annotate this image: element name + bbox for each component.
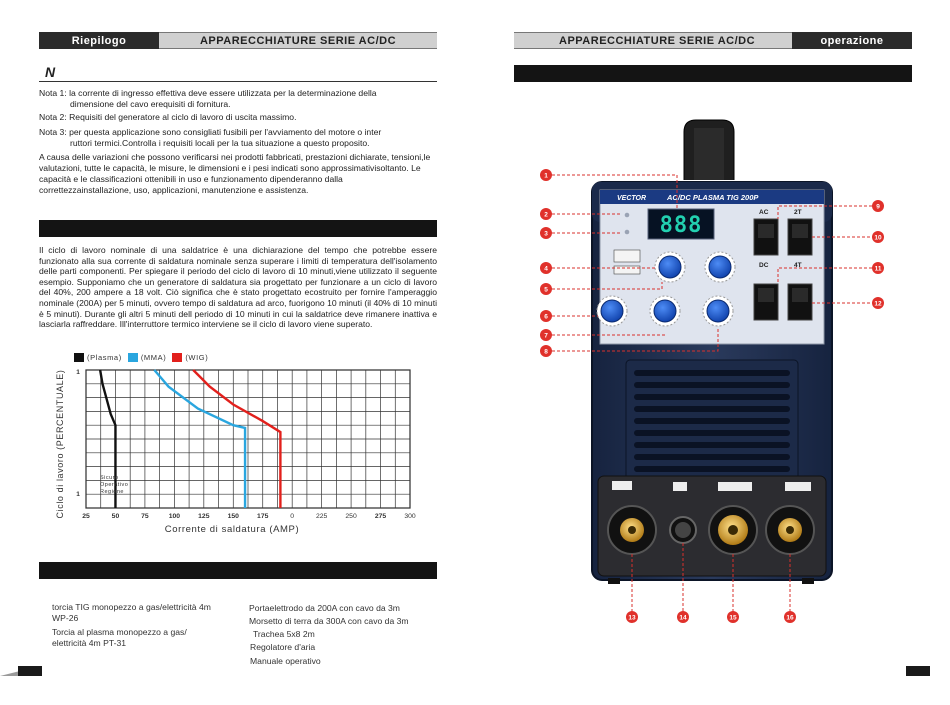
led-overheat (625, 230, 630, 235)
left-header (39, 32, 437, 49)
accessory-manual: Manuale operativo (250, 656, 321, 666)
section-heading: N (45, 64, 56, 80)
x-tick-label: 275 (374, 513, 387, 520)
x-tick-label: 125 (198, 513, 210, 520)
callout-number: 2 (544, 211, 548, 219)
callout-number: 6 (544, 313, 548, 321)
accessory-hose: Trachea 5x8 2m (253, 629, 315, 639)
chart-grid (86, 370, 410, 508)
legend-plasma (74, 353, 122, 362)
socket-control (670, 517, 696, 543)
safe-zone-line-1: Sicuro (100, 475, 119, 481)
accessories-bar (39, 562, 437, 579)
x-tick-label: 50 (111, 513, 120, 520)
legend-label-wig: (WIG) (185, 353, 209, 362)
machine-body (592, 182, 832, 584)
callout-number: 12 (874, 300, 882, 308)
legend-label-plasma: (Plasma) (87, 353, 122, 362)
accessory-plasma-torch: Torcia al plasma monopezzo a gas/ elettricità 4m PT-31 (52, 627, 187, 648)
legend-label-mma: (MMA) (140, 353, 167, 362)
x-tick-label: 150 (227, 513, 239, 520)
vent-slot (634, 430, 790, 436)
digital-display: 888 (659, 213, 703, 238)
led-power (625, 213, 630, 218)
series-title-right: APPARECCHIATURE SERIE AC/DC (514, 32, 792, 49)
socket-gas (709, 506, 757, 554)
duty-cycle-chart (50, 362, 430, 542)
vent-grille (626, 360, 798, 480)
note-3 (39, 127, 439, 149)
chart-legend (74, 353, 214, 362)
x-tick-label: 100 (168, 513, 181, 520)
safe-zone-line-3: Regione (100, 489, 124, 495)
x-tick-label: 75 (141, 513, 149, 520)
right-header (514, 32, 912, 49)
section-label: Riepilogo (39, 32, 159, 49)
safe-zone-line-2: Operativo (100, 482, 129, 488)
socket-positive (608, 506, 656, 554)
vent-slot (634, 394, 790, 400)
note-3-line-1: Nota 3: per questa applicazione sono consigliati fusibili per l'avviamento del motore o inter (39, 127, 382, 137)
note-1-line-1: Nota 1: la corrente di ingresso effettiva deve essere utilizzata per la determinazione della (39, 88, 377, 98)
accessory-electrode-holder: Portaelettrodo da 200A con cavo da 3m (249, 603, 400, 613)
machine-brand: VECTOR (617, 195, 647, 202)
duty-cycle-bar (39, 220, 437, 237)
legend-wig (172, 353, 208, 362)
series-title: APPARECCHIATURE SERIE AC/DC (159, 32, 437, 49)
note-3-line-2: ruttori termici.Controlla i requisiti locali per la tua situazione a questo proposito. (70, 138, 370, 148)
y-tick-label: 1 (76, 491, 80, 498)
chart-xlabel: Corrente di saldatura (AMP) (164, 524, 300, 535)
x-tick-label: 225 (315, 513, 328, 520)
callout-number: 7 (544, 332, 548, 340)
welder-machine-illustration (522, 116, 922, 636)
callout-number: 10 (874, 234, 882, 242)
vent-slot (634, 382, 790, 388)
accessory-tig-torch: torcia TIG monopezzo a gas/elettricità 4m WP-26 (52, 602, 211, 623)
knob-row-2 (597, 296, 733, 326)
x-tick-label: 300 (404, 513, 416, 520)
callout-number: 14 (679, 614, 687, 622)
switch-label-ac: AC (759, 209, 769, 216)
callout-number: 3 (544, 230, 548, 238)
switch-label-4t: 4T (794, 262, 802, 269)
note-1 (39, 88, 439, 110)
duty-cycle-text: Il ciclo di lavoro nominale di una saldatrice è una dichiarazione del tempo che potrebbe essere funzionato alla sua corrente di saldatura nominale senza superare i limiti di temperatura dell'isolamento delle parti componenti. Per spiegare il periodo del ciclo di lavoro di 10 minuti,viene utilizzato il seguente esempio. Supponiamo che un generatore di saldatura sia progettato per funzionare a un ciclo di lavoro del 40%, 200 ampere a 18 volt. Ciò significa che è stato progettato ecostruito per fornire l'amperaggio nominale (200A) per 5 minuti, ovvero tempo di saldatura ad arco, fuorigono 10 minuti (il 40% di 10 minuti è 5 minuti). Durante gli altri 5 minuti dell periodo di 10 minuti in cui la saldatrice deve rimanere inattiva e lasciarla raffreddare. Ill'interruttore termico interviene se il ciclo di lavoro viene superato. (39, 245, 437, 330)
x-tick-label: 0 (290, 513, 295, 520)
page-corner-mark-right (906, 666, 930, 676)
accessory-air-regulator: Regolatore d'aria (250, 642, 316, 652)
vent-slot (634, 370, 790, 376)
y-tick-label: 1 (76, 369, 80, 376)
callout-number: 1 (544, 172, 548, 180)
operation-bar (514, 65, 912, 82)
vent-slot (634, 406, 790, 412)
callout-number: 15 (729, 614, 737, 622)
callout-number: 13 (628, 614, 636, 622)
machine-model: AC/DC PLASMA TIG 200P (667, 193, 759, 202)
callout-number: 9 (876, 203, 880, 211)
legend-swatch-mma (128, 353, 138, 362)
disclaimer: A causa delle variazioni che possono verificarsi nei prodotti fabbricati, prestazioni dichiarate, tensioni,le valutazioni, tutte le capacità, le misure, le dimensioni e i pesi indicati sono approssimativisoltanto. Le capacità e le classificazioni ottenibili in uso e funzionamento dipenderanno dalla correttezzainstallazione, uso, applicazioni, manutenzione e assistenza. (39, 152, 431, 195)
heading-rule (39, 81, 437, 82)
callout-number: 4 (544, 265, 548, 273)
note-2-line-1: Nota 2: Requisiti del generatore al ciclo di lavoro di uscita massimo. (39, 112, 297, 122)
chart-ylabel: Ciclo di lavoro (PERCENTUALE) (55, 369, 65, 519)
legend-swatch-wig (172, 353, 182, 362)
legend-mma (128, 353, 167, 362)
vent-slot (634, 454, 790, 460)
accessory-ground-clamp: Morsetto di terra da 300A con cavo da 3m (249, 616, 409, 626)
switch-label-dc: DC (759, 262, 769, 269)
note-1-line-2: dimensione del cavo erequisiti di fornitura. (70, 99, 231, 109)
page-corner-mark (18, 666, 42, 676)
callout-number: 11 (874, 265, 882, 273)
x-tick-label: 250 (345, 513, 357, 520)
socket-negative (766, 506, 814, 554)
x-tick-label: 25 (82, 513, 90, 520)
x-tick-label: 175 (257, 513, 269, 520)
section-label-right: operazione (792, 32, 912, 49)
callout-number: 5 (544, 286, 548, 294)
note-2 (39, 112, 439, 123)
carry-handle (684, 120, 734, 180)
vent-slot (634, 442, 790, 448)
vent-slot (634, 418, 790, 424)
switch-label-2t: 2T (794, 209, 802, 216)
vent-slot (634, 466, 790, 472)
callout-number: 8 (544, 348, 548, 356)
callout-number: 16 (786, 614, 794, 622)
legend-swatch-plasma (74, 353, 84, 362)
